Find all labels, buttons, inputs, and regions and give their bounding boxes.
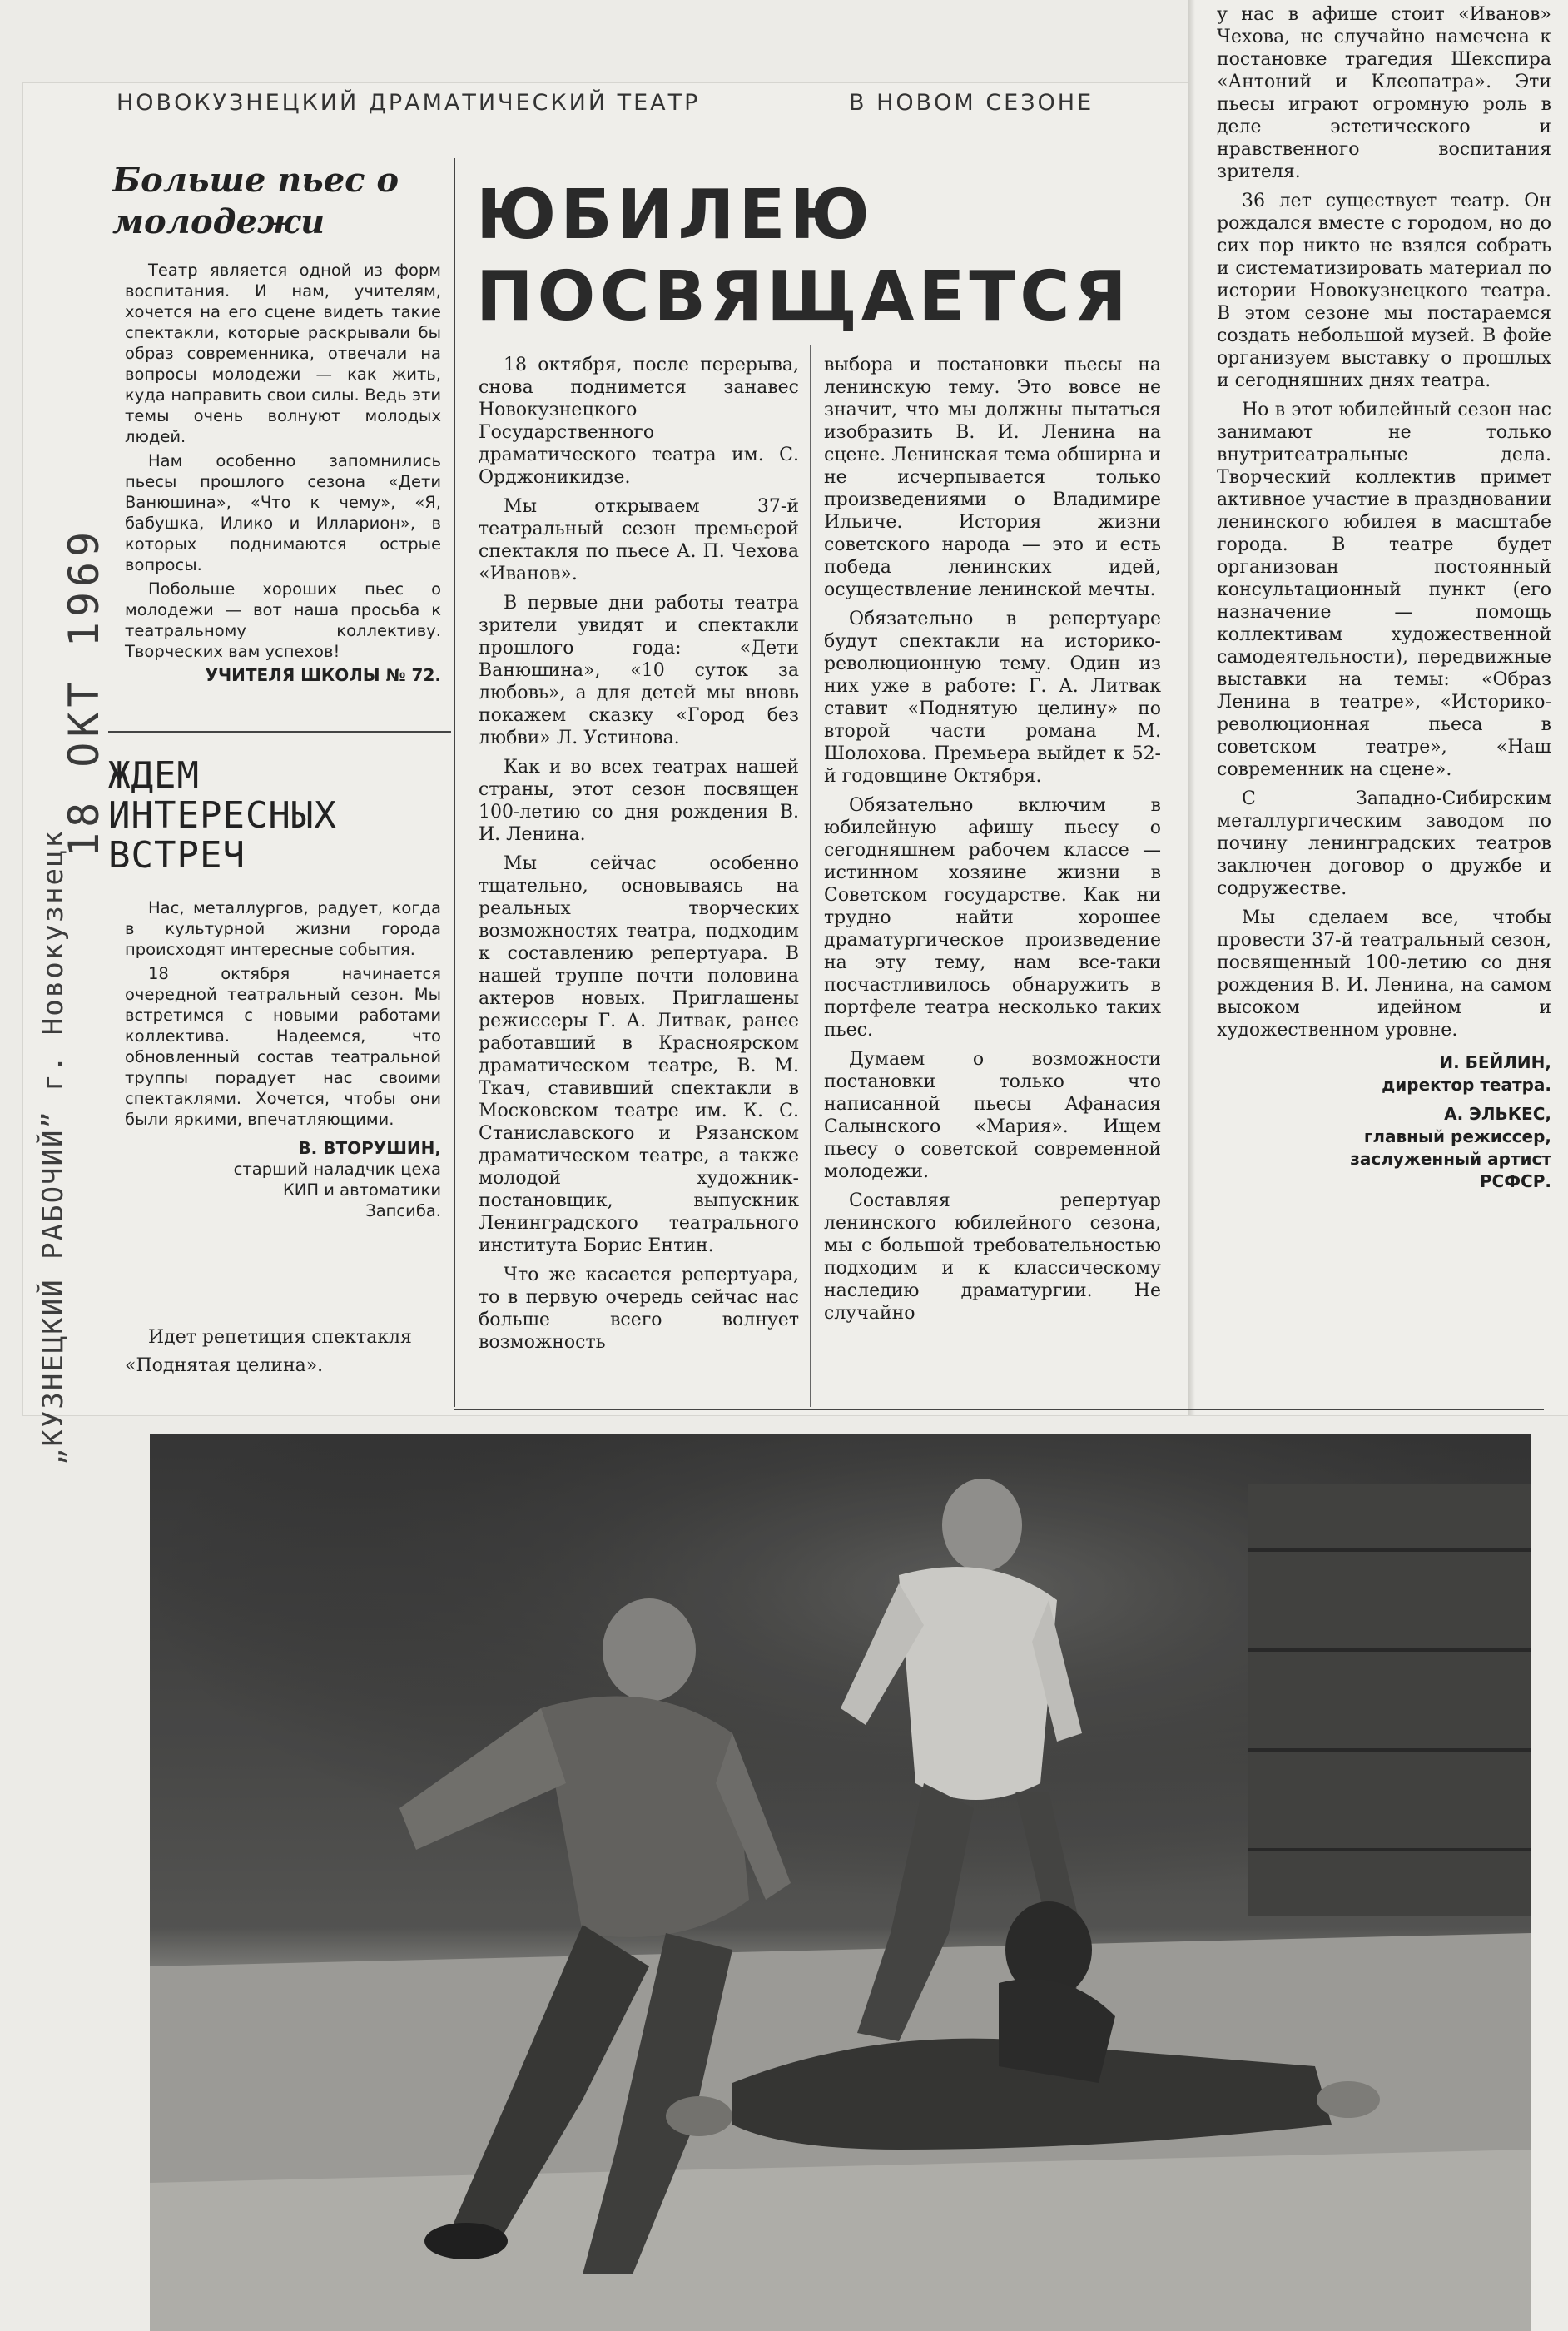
- letter1-body: [125, 260, 441, 686]
- article-column-2: [824, 354, 1161, 1331]
- article-paragraph: Мы открываем 37-й театральный сезон премьерой спектакля по пьесе А. П. Чехова «Иванов».: [479, 496, 799, 584]
- article-paragraph: Обязательно включим в юбилейную афишу пьесу о сегодняшнем рабочем классе — истинном хозяине жизни в Советском государстве. Как ни трудно найти хорошее драматургическое произведение на эту тему, нам все-таки посчастливилось обнаружить в портфеле театра несколько таких пьес.: [824, 795, 1161, 1041]
- letter1-paragraph: Побольше хороших пьес о молодежи — вот наша просьба к театральному коллективу. Творческих вам успехов!: [125, 579, 441, 661]
- column-divider-left: [454, 158, 455, 1407]
- article-signature-2-role: главный режиссер, заслуженный артист РСФСР.: [1350, 1126, 1551, 1191]
- column-divider-mid: [810, 345, 811, 1407]
- article-paragraph: у нас в афише стоит «Иванов» Чехова, не случайно намечена к постановке трагедия Шекспира «Антоний и Клеопатра». Эти пьесы играют огромную роль в деле эстетического и нравственного воспитания зрителя.: [1217, 4, 1551, 182]
- article-title-line2: ПОСВЯЩАЕТСЯ: [476, 257, 1131, 336]
- article-column-3: [1217, 3, 1551, 1193]
- rehearsal-photo-image: [150, 1434, 1531, 2331]
- letter2-paragraph: Нас, металлургов, радует, когда в культурной жизни города происходят интересные события.: [125, 898, 441, 959]
- article-paragraph: Как и во всех театрах нашей страны, этот сезон посвящен 100-летию со дня рождения В. И. Ленина.: [479, 757, 799, 845]
- article-title-line1: ЮБИЛЕЮ: [476, 176, 874, 255]
- article-paragraph: В первые дни работы театра зрители увидят и спектакли прошлого года: «Дети Ванюшина», «10 суток за любовь», а для детей мы вновь покажем сказку «Город без любви» Л. Устинова.: [479, 593, 799, 748]
- letter2-body: [125, 897, 441, 1221]
- photo-caption: Идет репетиция спектакля «Поднятая целина».: [125, 1327, 412, 1376]
- header-left: НОВОКУЗНЕЦКИЙ ДРАМАТИЧЕСКИЙ ТЕАТР: [117, 90, 701, 116]
- article-paragraph: выбора и постановки пьесы на ленинскую тему. Это вовсе не значит, что мы должны пытаться изобразить В. И. Ленина на сцене. Ленинская тема обширна и не исчерпывается только произведениями о Владимире Ильиче. История жизни советского народа — это и есть победа ленинских идей, осуществление ленинской мечты.: [824, 355, 1161, 600]
- rehearsal-photo: [150, 1434, 1531, 2331]
- article-paragraph: Но в этот юбилейный сезон нас занимают не только внутритеатральные дела. Творческий коллектив примет активное участие в праздновании ленинского юбилея в масштабе города. В театре будет организован постоянный консультационный пункт (его назначение — помощь коллективам художественной самодеятельности), передвижные выставки на темы: «Образ Ленина в театре», «Историко-революционная пьеса в советском театре», «Наш современник на сцене».: [1217, 400, 1551, 780]
- letter1-title: Больше пьес о молодежи: [112, 161, 399, 241]
- letter1-paragraph: Нам особенно запомнились пьесы прошлого сезона «Дети Ванюшина», «Что к чему», «Я, бабушка, Илико и Илларион», в которых поднимаются острые вопросы.: [125, 451, 441, 574]
- article-signature-2-name: А. ЭЛЬКЕС,: [1444, 1104, 1551, 1124]
- page-header: [117, 90, 1157, 116]
- header-right: В НОВОМ СЕЗОНЕ: [849, 90, 1094, 116]
- article-signature-1-name: И. БЕЙЛИН,: [1439, 1052, 1551, 1072]
- letters-divider: [108, 731, 451, 733]
- article-column-1: [479, 354, 799, 1360]
- strip-edge-shadow: [1188, 0, 1195, 1415]
- letter2-signature-name: В. ВТОРУШИН,: [298, 1138, 441, 1158]
- article-paragraph: Мы сейчас особенно тщательно, основываясь на реальных творческих возможностях театра, подходим к составлению репертуара. В нашей труппе почти половина актеров новых. Приглашены режиссеры Г. А. Литвак, ранее работавший в Красноярском драматическом театре, В. М. Ткач, ставивший спектакли в Московском театре им. К. С. Станиславского и Рязанском драматическом театре, а также молодой художник-постановщик, выпускник Ленинградского театрального института Борис Ентин.: [479, 853, 799, 1256]
- article-paragraph: Думаем о возможности постановки только что написанной пьесы Афанасия Салынского «Мария». Ищем пьесу о советской современной молодежи.: [824, 1049, 1161, 1182]
- article-paragraph: Что же касается репертуара, то в первую очередь сейчас нас больше всего волнует возможность: [479, 1265, 799, 1353]
- article-paragraph: Мы сделаем все, чтобы провести 37-й театральный сезон, посвященный 100-летию со дня рождения В. И. Ленина, на самом высоком идейном и художественном уровне.: [1217, 907, 1551, 1041]
- letter2-paragraph: 18 октября начинается очередной театральный сезон. Мы встретимся с новыми работами коллектива. Надеемся, что обновленный состав театральной труппы порадует нас своими спектаклями. Хочется, чтобы они были яркими, впечатляющими.: [125, 964, 441, 1129]
- date-stamp: 18 ОКТ 1969: [60, 526, 108, 857]
- article-paragraph: Обязательно в репертуаре будут спектакли на историко-революционную тему. Один из них уже в работе: Г. А. Литвак ставит «Поднятую целину» по второй части романа М. Шолохова. Премьера выйдет к 52-й годовщине Октября.: [824, 609, 1161, 787]
- article-paragraph: Составляя репертуар ленинского юбилейного сезона, мы с большой требовательностью подходим и к классическому наследию драматургии. Не случайно: [824, 1190, 1161, 1324]
- article-paragraph: С Западно-Сибирским металлургическим заводом по почину ленинградских театров заключен договор о дружбе и содружестве.: [1217, 788, 1551, 899]
- article-signature-1-role: директор театра.: [1382, 1075, 1551, 1095]
- bottom-rule: [454, 1409, 1544, 1410]
- letter2-signature-role: старший наладчик цеха КИП и автоматики Запсиба.: [233, 1160, 441, 1220]
- article-paragraph: 36 лет существует театр. Он рождался вместе с городом, но до сих пор никто не взялся собрать и систематизировать материал по истории Новокузнецкого театра. В этом сезоне мы постараемся создать небольшой музей. В фойе организуем выставку о прошлых и сегодняшних днях театра.: [1217, 191, 1551, 391]
- article-paragraph: 18 октября, после перерыва, снова поднимется занавес Новокузнецкого Государственного драматического театра им. С. Орджоникидзе.: [479, 355, 799, 488]
- letter2-title: ЖДЕМ ИНТЕРЕСНЫХ ВСТРЕЧ: [108, 754, 337, 877]
- newspaper-stamp: „КУЗНЕЦКИЙ РАБОЧИЙ” г. Новокузнецк: [37, 829, 70, 1465]
- letter1-signature: УЧИТЕЛЯ ШКОЛЫ № 72.: [205, 665, 441, 685]
- letter1-paragraph: Театр является одной из форм воспитания. И нам, учителям, хочется на его сцене видеть такие спектакли, которые раскрывали бы образ современника, отвечали на вопросы молодежи — как жить, куда направить свои силы. Ведь эти темы очень волнуют молодых людей.: [125, 261, 441, 446]
